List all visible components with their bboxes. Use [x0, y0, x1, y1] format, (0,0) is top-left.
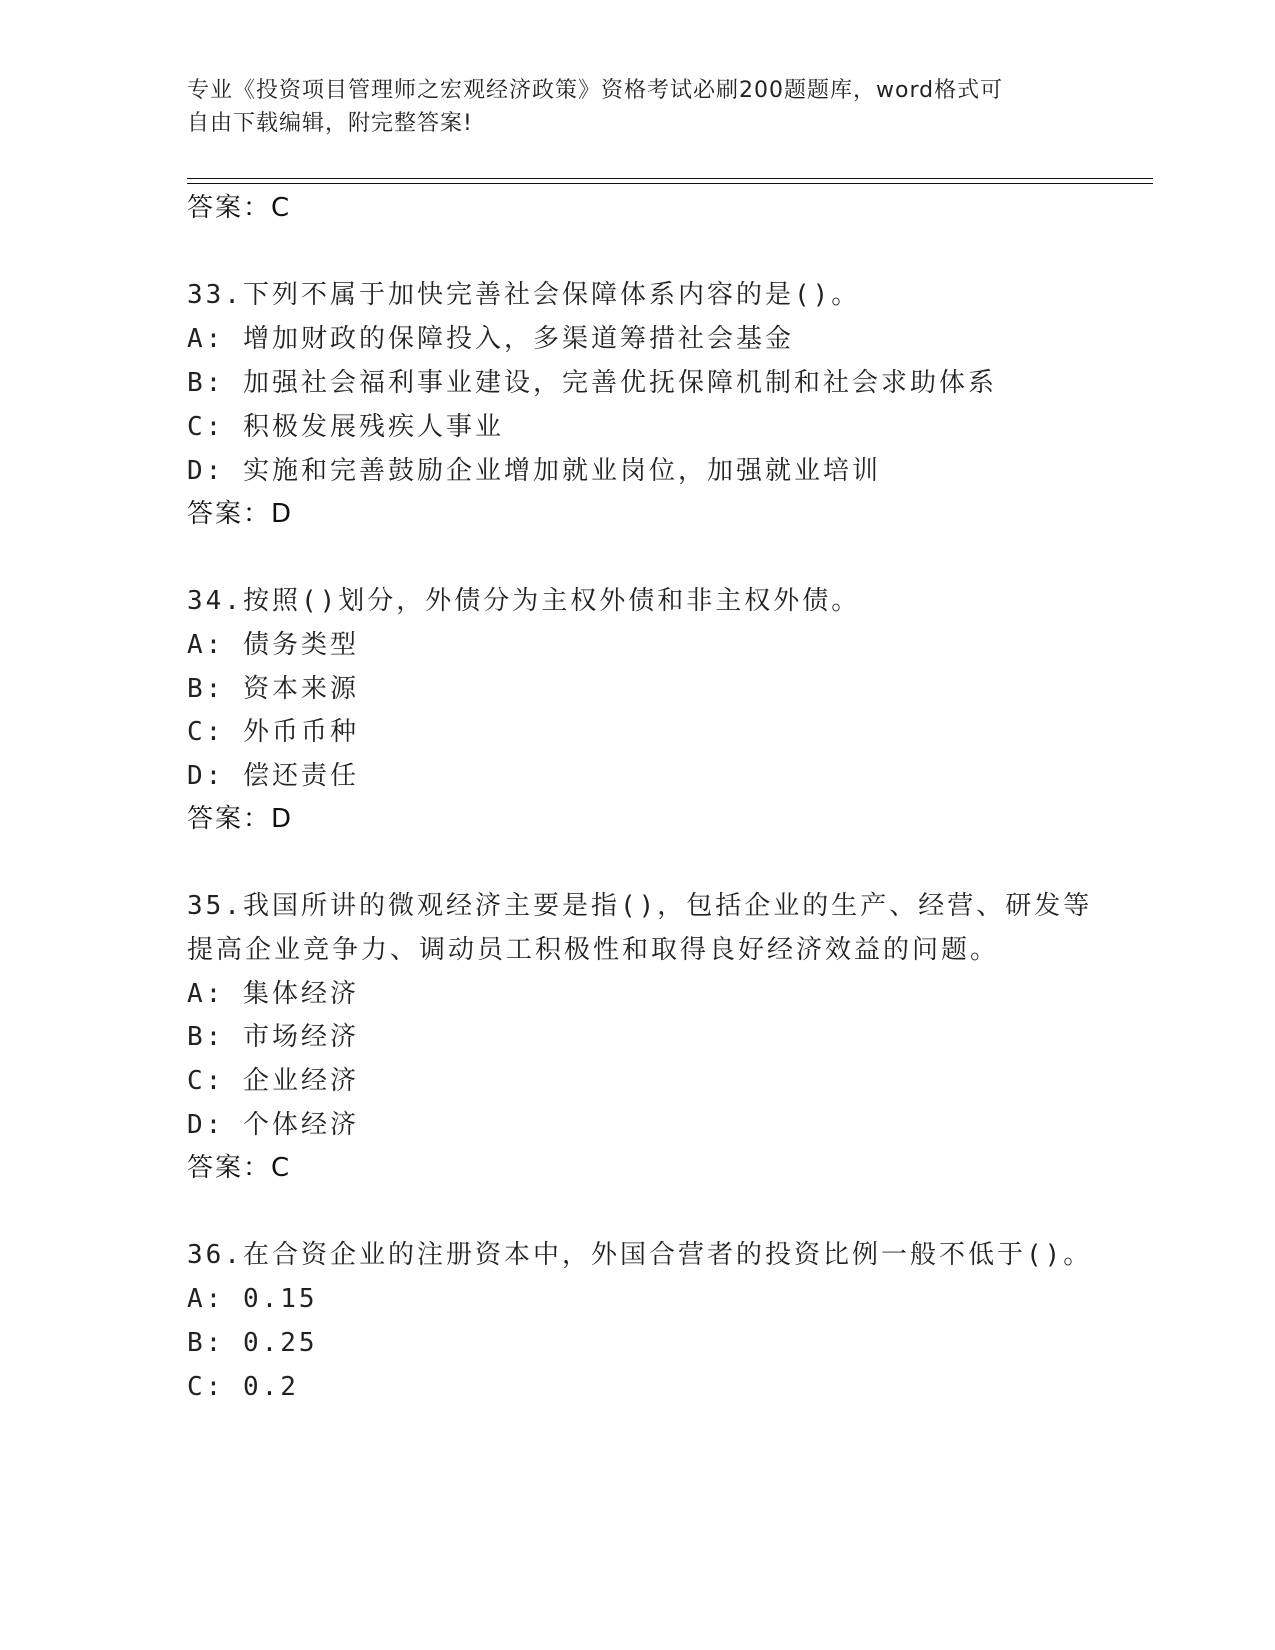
question-33-stem: 33.下列不属于加快完善社会保障体系内容的是()。	[187, 280, 861, 310]
question-35-option-a: A: 集体经济	[187, 979, 359, 1009]
header-divider-top	[187, 178, 1153, 179]
question-36-option-c: C: 0.2	[187, 1372, 299, 1402]
question-33-answer: 答案：D	[187, 499, 294, 529]
question-35-stem-line-2: 提高企业竞争力、调动员工积极性和取得良好经济效益的问题。	[187, 935, 1000, 965]
question-33-option-a: A: 增加财政的保障投入，多渠道筹措社会基金	[187, 324, 794, 354]
question-35-option-b: B: 市场经济	[187, 1022, 359, 1052]
question-35-answer: 答案：C	[187, 1153, 292, 1183]
question-34-option-a: A: 债务类型	[187, 630, 359, 660]
header-divider-bottom	[187, 183, 1153, 184]
question-33-option-b: B: 加强社会福利事业建设，完善优抚保障机制和社会求助体系	[187, 368, 997, 398]
header-line-2: 自由下载编辑，附完整答案!	[187, 111, 473, 136]
question-35-option-c: C: 企业经济	[187, 1066, 359, 1096]
question-36-stem: 36.在合资企业的注册资本中，外国合营者的投资比例一般不低于()。	[187, 1240, 1093, 1270]
question-34-option-b: B: 资本来源	[187, 674, 359, 704]
question-36-option-a: A: 0.15	[187, 1284, 318, 1314]
question-34-answer: 答案：D	[187, 804, 294, 834]
question-35-stem-line-1: 35.我国所讲的微观经济主要是指()，包括企业的生产、经营、研发等	[187, 891, 1093, 921]
header-line-1: 专业《投资项目管理师之宏观经济政策》资格考试必刷200题题库，word格式可	[187, 78, 1004, 103]
question-34-option-d: D: 偿还责任	[187, 761, 359, 791]
question-33-option-d: D: 实施和完善鼓励企业增加就业岗位，加强就业培训	[187, 456, 881, 486]
question-36-option-b: B: 0.25	[187, 1328, 318, 1358]
question-33-option-c: C: 积极发展残疾人事业	[187, 412, 504, 442]
question-35-option-d: D: 个体经济	[187, 1110, 359, 1140]
question-34-stem: 34.按照()划分，外债分为主权外债和非主权外债。	[187, 586, 861, 616]
document-header	[187, 74, 1067, 140]
previous-answer: 答案：C	[187, 193, 292, 223]
question-34-option-c: C: 外币币种	[187, 717, 359, 747]
